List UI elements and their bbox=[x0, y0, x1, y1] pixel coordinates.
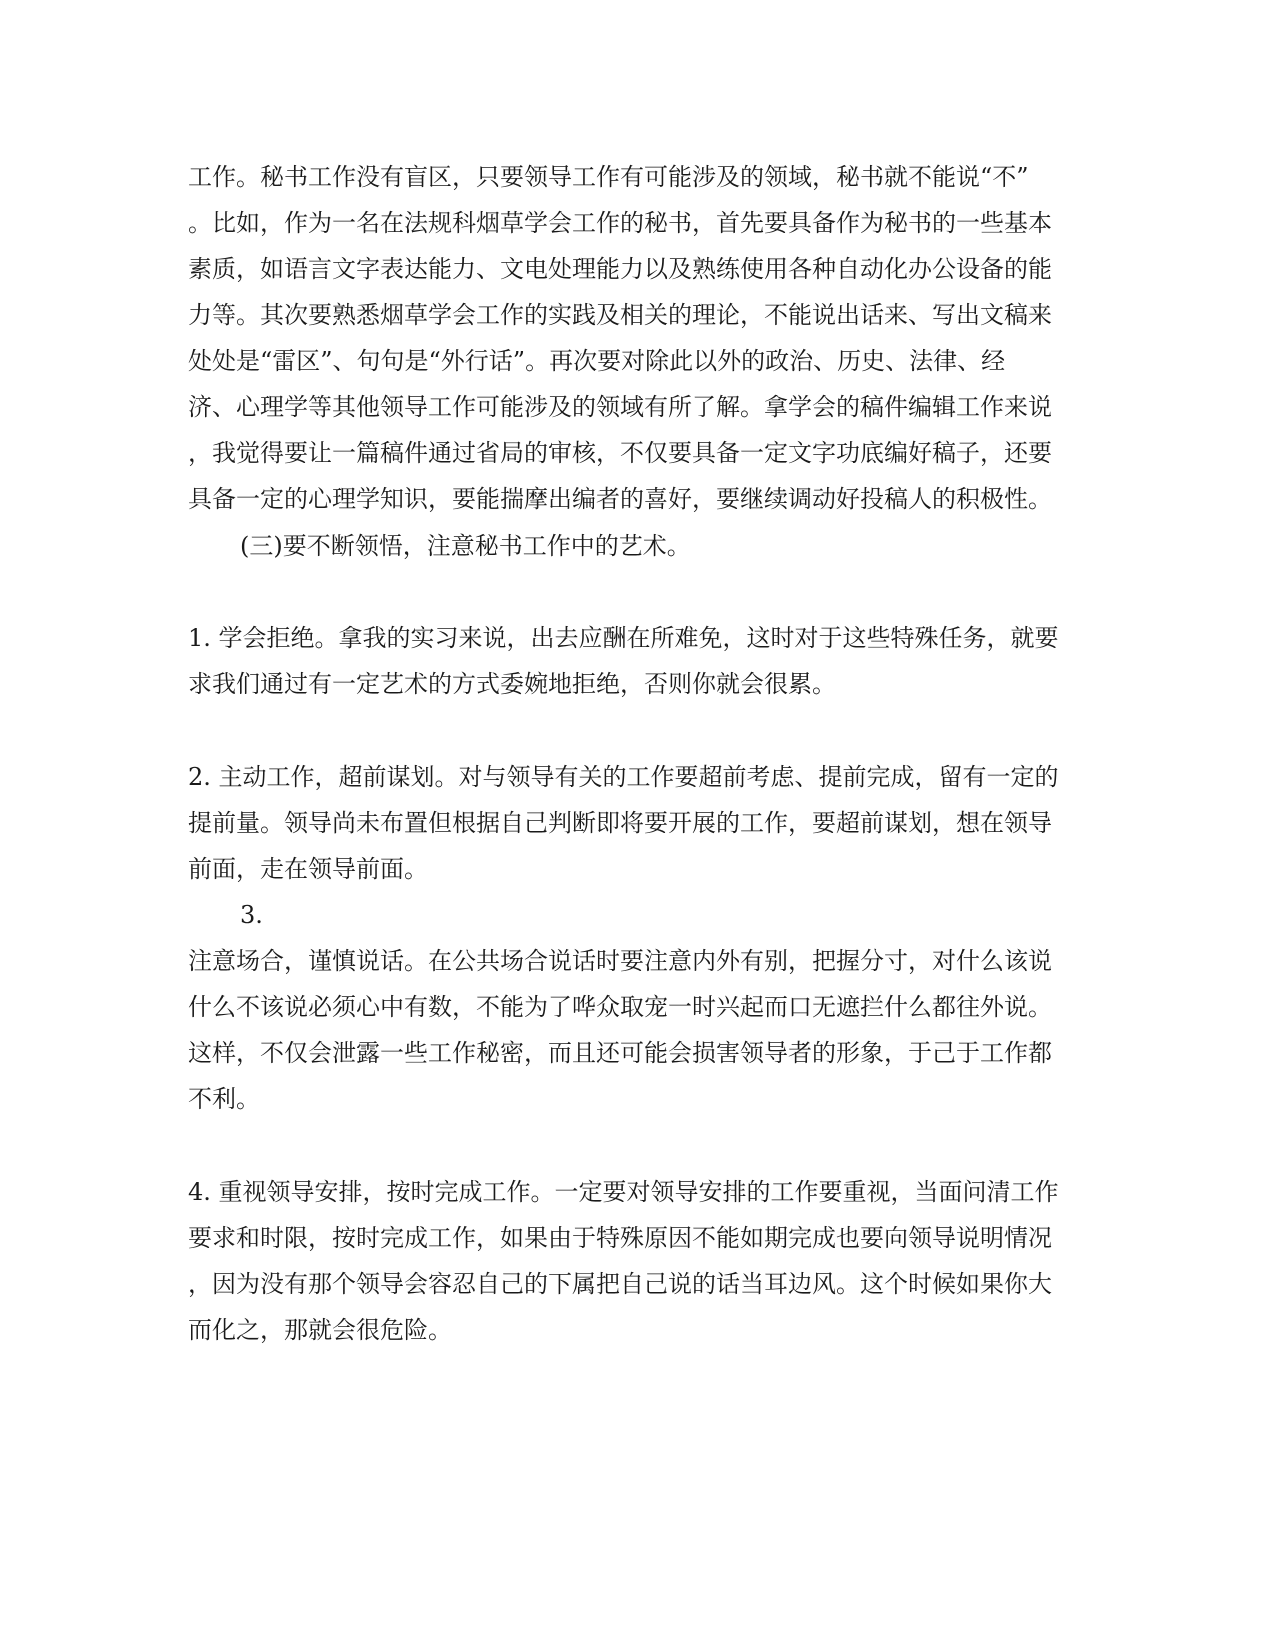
section-heading: (三)要不断领悟，注意秘书工作中的艺术。 bbox=[240, 532, 691, 560]
text-line: 1. 学会拒绝。拿我的实习来说，出去应酬在所难免，这时对于这些特殊任务，就要 bbox=[188, 624, 1059, 652]
text-line: 提前量。领导尚未布置但根据自己判断即将要开展的工作，要超前谋划，想在领导 bbox=[188, 809, 1052, 837]
text-line: 2. 主动工作，超前谋划。对与领导有关的工作要超前考虑、提前完成，留有一定的 bbox=[188, 763, 1059, 791]
text-line: ，因为没有那个领导会容忍自己的下属把自己说的话当耳边风。这个时候如果你大 bbox=[188, 1270, 1052, 1298]
text-line: 济、心理学等其他领导工作可能涉及的领域有所了解。拿学会的稿件编辑工作来说 bbox=[188, 393, 1052, 421]
text-line: 4. 重视领导安排，按时完成工作。一定要对领导安排的工作要重视，当面问清工作 bbox=[188, 1178, 1059, 1206]
text-line: 素质，如语言文字表达能力、文电处理能力以及熟练使用各种自动化办公设备的能 bbox=[188, 255, 1052, 283]
text-line: ，我觉得要让一篇稿件通过省局的审核，不仅要具备一定文字功底编好稿子，还要 bbox=[188, 439, 1052, 467]
text-line: 这样，不仅会泄露一些工作秘密，而且还可能会损害领导者的形象，于己于工作都 bbox=[188, 1039, 1052, 1067]
text-line: 。比如，作为一名在法规科烟草学会工作的秘书，首先要具备作为秘书的一些基本 bbox=[188, 209, 1052, 237]
text-line: 求我们通过有一定艺术的方式委婉地拒绝，否则你就会很累。 bbox=[188, 670, 836, 698]
text-line: 前面，走在领导前面。 bbox=[188, 855, 428, 883]
text-line: 力等。其次要熟悉烟草学会工作的实践及相关的理论，不能说出话来、写出文稿来 bbox=[188, 301, 1052, 329]
text-line: 而化之，那就会很危险。 bbox=[188, 1316, 452, 1344]
text-line: 要求和时限，按时完成工作，如果由于特殊原因不能如期完成也要向领导说明情况 bbox=[188, 1224, 1052, 1252]
list-number: 3. bbox=[240, 901, 263, 929]
text-line: 不利。 bbox=[188, 1085, 260, 1113]
text-line: 什么不该说必须心中有数，不能为了哗众取宠一时兴起而口无遮拦什么都往外说。 bbox=[188, 993, 1052, 1021]
text-line: 处处是“雷区”、句句是“外行话”。再次要对除此以外的政治、历史、法律、经 bbox=[188, 347, 1006, 375]
text-line: 工作。秘书工作没有盲区，只要领导工作有可能涉及的领域，秘书就不能说“不” bbox=[188, 163, 1029, 191]
text-line: 注意场合，谨慎说话。在公共场合说话时要注意内外有别，把握分寸，对什么该说 bbox=[188, 947, 1052, 975]
text-line: 具备一定的心理学知识，要能揣摩出编者的喜好，要继续调动好投稿人的积极性。 bbox=[188, 485, 1052, 513]
